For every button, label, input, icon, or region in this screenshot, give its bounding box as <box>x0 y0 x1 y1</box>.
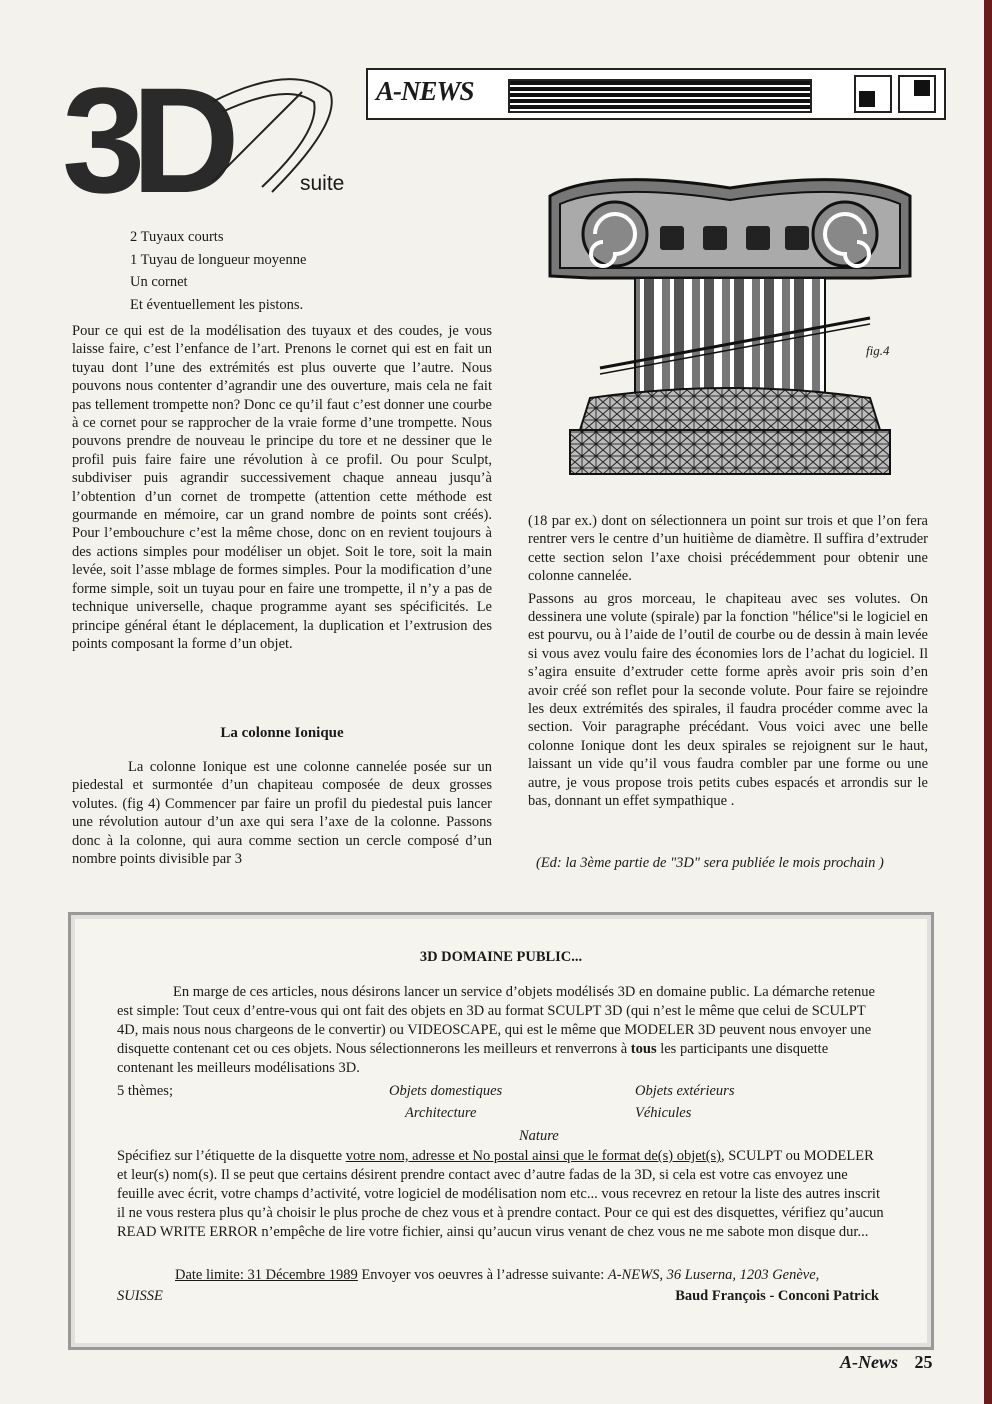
public-domain-box <box>68 912 934 1350</box>
magazine-banner <box>366 68 946 120</box>
theme-item: Objets extérieurs <box>635 1083 735 1099</box>
banner-square-icon <box>854 75 892 113</box>
themes-list <box>117 1081 897 1149</box>
theme-item: Architecture <box>405 1105 477 1121</box>
banner-stripes <box>508 79 812 113</box>
address: A-NEWS, 36 Luserna, 1203 Genève, <box>607 1267 820 1283</box>
page-edge <box>984 0 992 1404</box>
left-paragraph: Pour ce qui est de la modélisation des tuyaux et des coudes, je vous laisse faire, c’est l’enfance de l’art. Prenons le cornet qui est en fait un tuyau dont l’une des extrémités est plus ouverte que l’autre. Nous pouvons nous contenter d’agrandir une des ouverture, mais cela ne fait pas tellement trompette non? Donc ce qu’il faut c’est donner une courbe à ce cornet pour se rapprocher de la vraie forme d’une trompette. Nous pouvons prendre de nouveau le principe du tore et ne dessiner que le profil puis faire faire une révolution à ce profil. Ou pour Sculpt, subdiviser puis agrandir successivement chaque anneau jusqu’à l’obtention d’un cornet de trompette (attention cette méthode est gourmande en mémoire, car un grand nombre de points sont créés). Pour l’embouchure c’est la même chose, donc on en revient toujours à des actions simples pour modéliser un objet. Soit le tore, soit la main levée, soit l’asse mblage de formes simples. Pour la modification d’une forme simple, soit un tuyau pour en faire une trompette, il n’y a pas de technique universelle, chaque programme ayant ses spécificités. Le principe général étant le déplacement, la duplication et l’extrusion des points composant la forme d’un objet. <box>72 323 492 652</box>
list-item: 1 Tuyau de longueur moyenne <box>130 251 307 268</box>
editor-note: (Ed: la 3ème partie de "3D" sera publiée le mois prochain ) <box>536 855 884 871</box>
intro-text: En marge de ces articles, nous désirons lancer un service d’objets modélisés 3D en domaine public. La démarche retenue est simple: Tout ceux d’entre-vous qui ont fait des objets en 3D au format SCULPT 3D (qui n’est le même que celui de SCULPT 4D, mais nous nous chargeons de le convertir) ou VIDEOSCAPE, qui est le même que MODELER 3D peuvent nous envoyer une disquette contenant cet ou ces objets. Nous sélectionnerons les meilleurs et renverrons à <box>117 984 875 1057</box>
right-paragraph: Passons au gros morceau, le chapiteau avec ses volutes. On dessinera une volute (spirale) par la fonction "hélice"si le logiciel en est pourvu, ou à l’aide de l’outil de courbe ou de dessin à main levée si vous avez voulu faire des économies lors de l’achat du logiciel. Il s’agira ensuite d’extruder cette forme après avoir pris soin d’en avoir créé son reflet pour la seconde volute. Pour faire se rejoindre les deux extrémités des spirales, il faudra procéder comme avec la section. Voir paragraphe précédant. Vous voici avec une belle colonne Ionique dont les deux spirales se rejoignent sur le haut, laissant un vide qu’il vous faudra combler par une forme ou une autre, je vous propose trois petits cubes espacés et arrondis sur le bas, donnant un effet sympathique . <box>528 590 928 810</box>
instr-start: Spécifiez sur l’étiquette de la disquette <box>117 1148 343 1164</box>
intro-end: les participants une disquette contenant les meilleurs modélisations 3D. <box>117 1041 829 1076</box>
themes-label: 5 thèmes; <box>117 1083 173 1099</box>
footer-magazine: A-News <box>840 1352 898 1372</box>
country: SUISSE <box>117 1288 163 1304</box>
instr-end: , SCULPT ou MODELER et leur(s) nom(s). Il se peut que certains désirent prendre contact avec d’autre fadas de la 3D, si cela est votre cas envoyez une feuille avec écrit, votre champs d’activité, votre logiciel de modélisation nom etc... vous recevrez en retour la liste des autres inscrit il ne vous restera plus qu’à choisir le plus proche de chez vous et à prendre contact. Pour ce qui est des disquettes, vérifiez qu’aucun READ WRITE ERROR n’empêche de lire votre fichier, ainsi qu’aucun virus venant de chez vous ne me sabote mon disque dur... <box>117 1148 884 1240</box>
intro-bold: tous <box>630 1041 657 1057</box>
send-text: Envoyer vos oeuvres à l’adresse suivante: <box>361 1267 605 1283</box>
logo-suite: suite <box>300 172 345 195</box>
instr-underlined: votre nom, adresse et No postal ainsi que le format de(s) objet(s) <box>345 1148 721 1164</box>
left-paragraph-2: La colonne Ionique est une colonne cannelée posée sur un piedestal et surmontée d’un chapiteau composée de deux grosses volutes. (fig 4) Commencer par faire un profil du piedestal puis lancer une révolution autour d’un axe qui sera l’axe de la colonne. Passons donc à la colonne, qui aura comme section un cercle composé d’un nombre points divisible par 3 <box>72 759 492 868</box>
ionic-column-figure <box>540 168 920 488</box>
deadline-line <box>175 1267 819 1284</box>
banner-square-icon <box>898 75 936 113</box>
page-number: 25 <box>914 1352 933 1372</box>
parts-list <box>130 226 306 316</box>
deadline: Date limite: 31 Décembre 1989 <box>175 1267 358 1283</box>
list-item: 2 Tuyaux courts <box>130 229 224 245</box>
right-paragraph: (18 par ex.) dont on sélectionnera un point sur trois et que l’on fera rentrer vers le centre d’un huitième de diamètre. Il suffira d’extruder cette section selon l’axe choisi précédemment pour obtenir une colonne cannelée. <box>528 513 928 585</box>
list-item: Et éventuellement les pistons. <box>130 296 304 313</box>
theme-item: Objets domestiques <box>389 1083 503 1099</box>
logo-text: 3D <box>62 62 226 212</box>
theme-item: Véhicules <box>635 1105 692 1121</box>
theme-item: Nature <box>519 1128 559 1144</box>
page-footer <box>840 1352 933 1373</box>
banner-title: A-NEWS <box>376 76 474 106</box>
figure-caption: fig.4 <box>866 343 890 358</box>
box-title: 3D DOMAINE PUBLIC... <box>419 949 583 965</box>
authors: Baud François - Conconi Patrick <box>675 1288 879 1304</box>
box-intro <box>117 983 885 1078</box>
box-instructions <box>117 1147 887 1242</box>
section-title: La colonne Ionique <box>220 725 344 741</box>
right-column <box>528 512 928 811</box>
list-item: Un cornet <box>130 274 188 290</box>
